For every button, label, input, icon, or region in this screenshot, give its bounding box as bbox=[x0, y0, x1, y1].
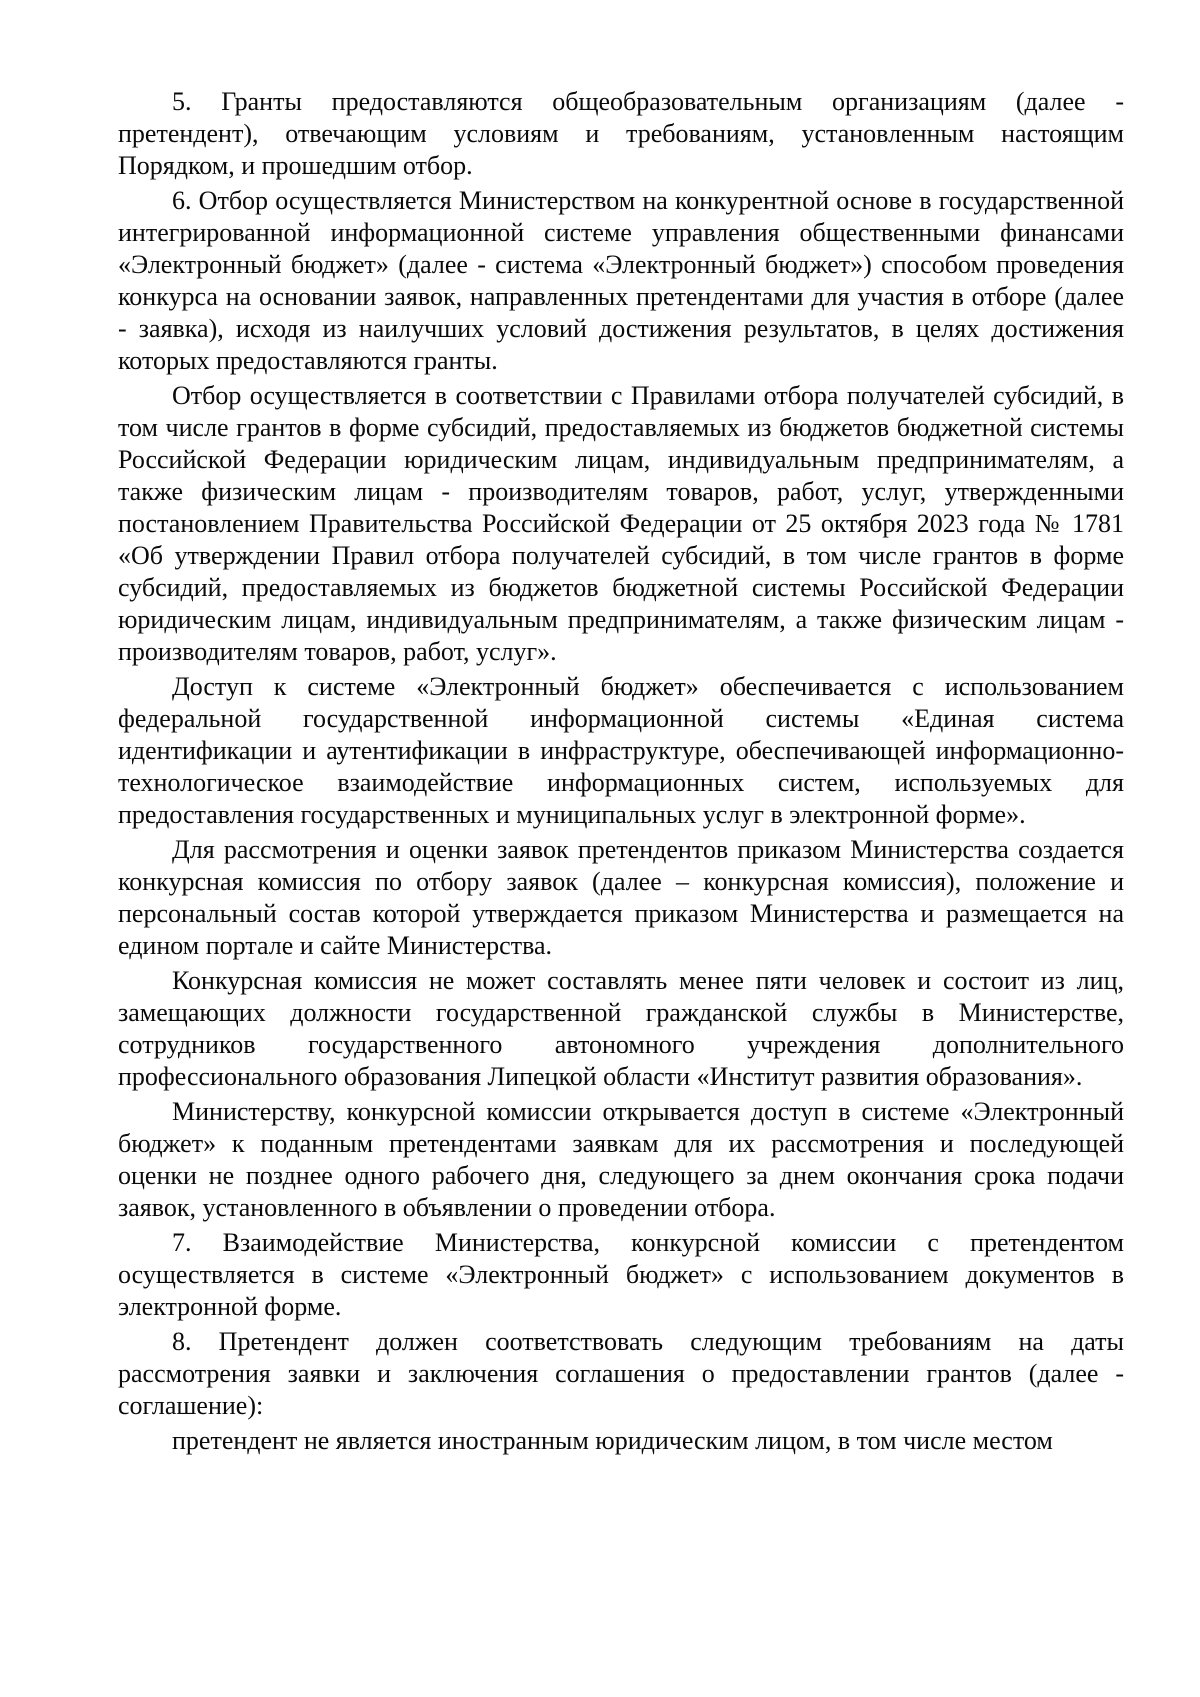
paragraph-commission-access: Министерству, конкурсной комиссии открывается доступ в системе «Электронный бюджет» к поданным претендентами заявкам для их рассмотрения и последующей оценки не позднее одного рабочего дня, следующего за днем окончания срока подачи заявок, установленного в объявлении о проведении отбора. bbox=[118, 1097, 1124, 1222]
paragraph-7-interaction: 7. Взаимодействие Министерства, конкурсной комиссии с претендентом осуществляется в системе «Электронный бюджет» с использованием документов в электронной форме. bbox=[118, 1228, 1124, 1321]
paragraph-commission-creation: Для рассмотрения и оценки заявок претендентов приказом Министерства создается конкурсная комиссия по отбору заявок (далее – конкурсная комиссия), положение и персональный состав которой утверждается приказом Министерства и размещается на едином портале и сайте Министерства. bbox=[118, 835, 1124, 960]
paragraph-6-selection: 6. Отбор осуществляется Министерством на конкурентной основе в государственной интегрированной информационной системе управления общественными финансами «Электронный бюджет» (далее - система «Электронный бюджет») способом проведения конкурса на основании заявок, направленных претендентами для участия в отборе (далее - заявка), исходя из наилучших условий достижения результатов, в целях достижения которых предоставляются гранты. bbox=[118, 186, 1124, 375]
paragraph-selection-rules: Отбор осуществляется в соответствии с Правилами отбора получателей субсидий, в том числе грантов в форме субсидий, предоставляемых из бюджетов бюджетной системы Российской Федерации юридическим лицам, индивидуальным предпринимателям, а также физическим лицам - производителям товаров, работ, услуг, утвержденными постановлением Правительства Российской Федерации от 25 октября 2023 года № 1781 «Об утверждении Правил отбора получателей субсидий, в том числе грантов в форме субсидий, предоставляемых из бюджетов бюджетной системы Российской Федерации юридическим лицам, индивидуальным предпринимателям, а также физическим лицам - производителям товаров, работ, услуг». bbox=[118, 381, 1124, 666]
paragraph-requirement-foreign-entity: претендент не является иностранным юридическим лицом, в том числе местом bbox=[172, 1426, 1053, 1455]
paragraph-commission-composition: Конкурсная комиссия не может составлять менее пяти человек и состоит из лиц, замещающих должности государственной гражданской службы в Министерстве, сотрудников государственного автономного учреждения дополнительного профессионального образования Липецкой области «Институт развития образования». bbox=[118, 966, 1124, 1091]
paragraph-8-requirements: 8. Претендент должен соответствовать следующим требованиям на даты рассмотрения заявки и заключения соглашения о предоставлении грантов (далее - соглашение): bbox=[118, 1327, 1124, 1420]
document-body bbox=[118, 86, 1124, 1460]
paragraph-5-grants: 5. Гранты предоставляются общеобразовательным организациям (далее - претендент), отвечающим условиям и требованиям, установленным настоящим Порядком, и прошедшим отбор. bbox=[118, 87, 1124, 180]
paragraph-system-access: Доступ к системе «Электронный бюджет» обеспечивается с использованием федеральной государственной информационной системы «Единая система идентификации и аутентификации в инфраструктуре, обеспечивающей информационно-технологическое взаимодействие информационных систем, используемых для предоставления государственных и муниципальных услуг в электронной форме». bbox=[118, 672, 1124, 829]
